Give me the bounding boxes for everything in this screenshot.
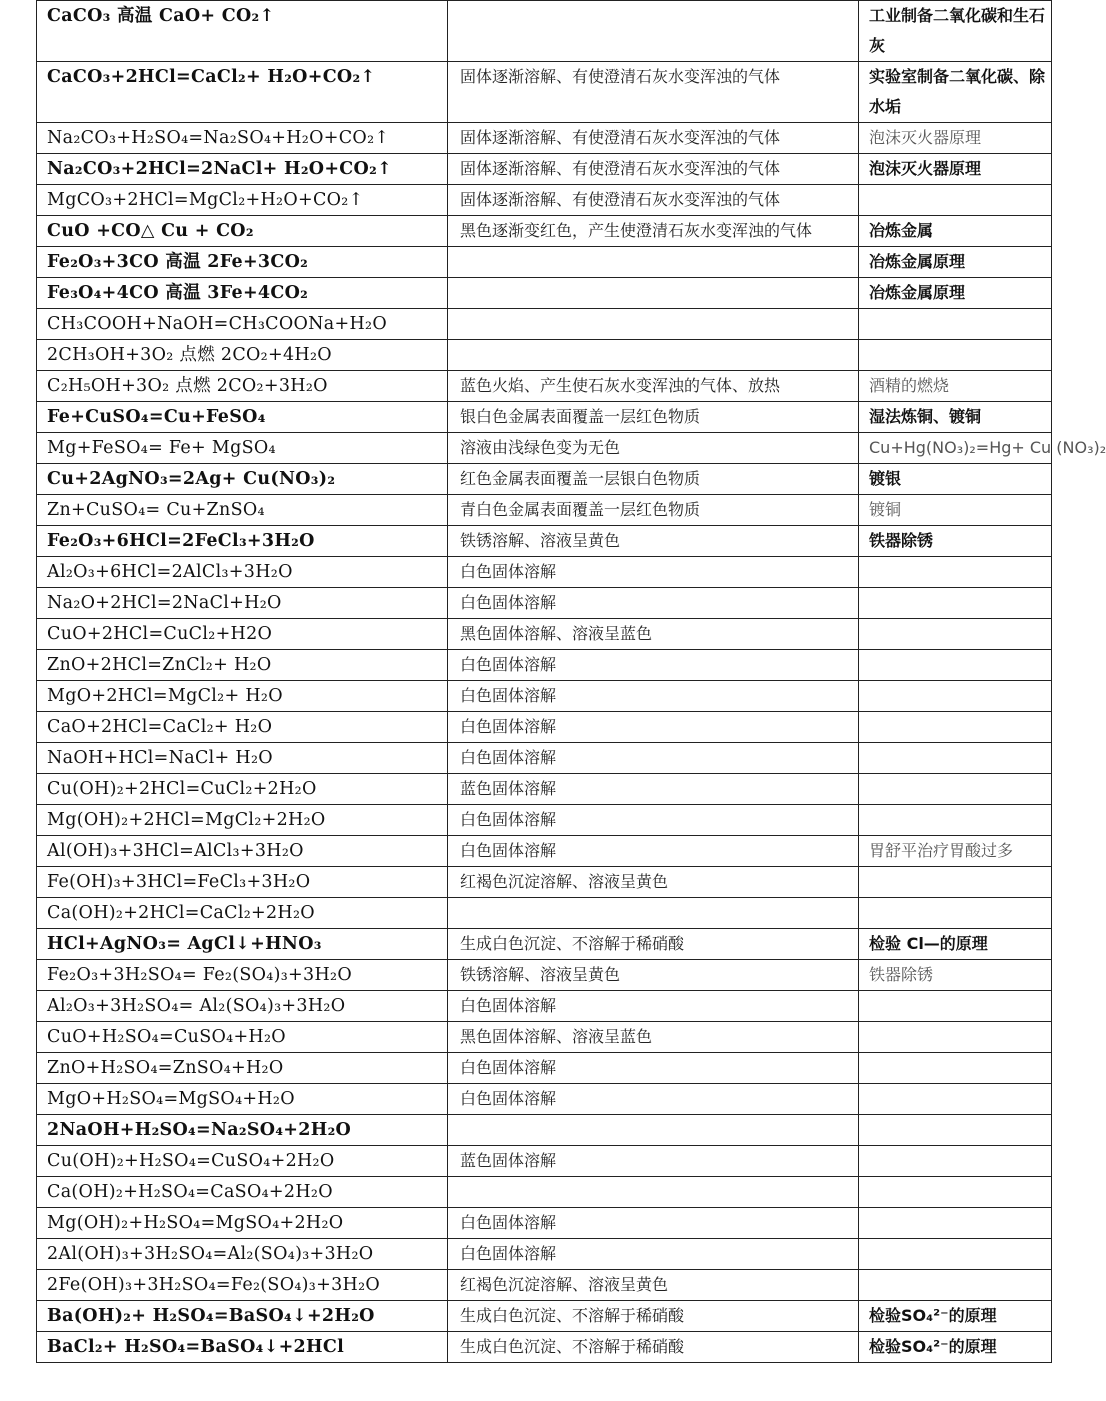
table-row (37, 681, 1052, 712)
equation-cell: 2Al(OH)₃+3H₂SO₄=Al₂(SO₄)₃+3H₂O (37, 1239, 448, 1270)
equation-cell: MgO+H₂SO₄=MgSO₄+H₂O (37, 1084, 448, 1115)
table-row (37, 1239, 1052, 1270)
table-row (37, 929, 1052, 960)
table-row (37, 216, 1052, 247)
table-row (37, 588, 1052, 619)
table-row (37, 340, 1052, 371)
phenomenon-cell (448, 898, 859, 929)
equation-cell: ZnO+2HCl=ZnCl₂+ H₂O (37, 650, 448, 681)
table-row (37, 743, 1052, 774)
table-row (37, 402, 1052, 433)
table-row (37, 1177, 1052, 1208)
table-row (37, 154, 1052, 185)
application-cell (859, 1022, 1052, 1053)
table-row (37, 1301, 1052, 1332)
table-row (37, 960, 1052, 991)
equation-cell: Na₂CO₃+2HCl=2NaCl+ H₂O+CO₂↑ (37, 154, 448, 185)
phenomenon-cell: 黑色固体溶解、溶液呈蓝色 (448, 1022, 859, 1053)
phenomenon-cell: 固体逐渐溶解、有使澄清石灰水变浑浊的气体 (448, 123, 859, 154)
application-cell (859, 712, 1052, 743)
application-cell (859, 185, 1052, 216)
phenomenon-cell: 白色固体溶解 (448, 805, 859, 836)
table-row (37, 898, 1052, 929)
equation-cell: Mg+FeSO₄= Fe+ MgSO₄ (37, 433, 448, 464)
phenomenon-cell: 溶液由浅绿色变为无色 (448, 433, 859, 464)
application-cell (859, 1208, 1052, 1239)
phenomenon-cell: 蓝色固体溶解 (448, 774, 859, 805)
application-cell: 湿法炼铜、镀铜 (859, 402, 1052, 433)
phenomenon-cell: 白色固体溶解 (448, 1084, 859, 1115)
table-row (37, 1115, 1052, 1146)
application-cell: 冶炼金属 (859, 216, 1052, 247)
application-cell (859, 309, 1052, 340)
equation-cell: Al₂O₃+3H₂SO₄= Al₂(SO₄)₃+3H₂O (37, 991, 448, 1022)
application-cell: 铁器除锈 (859, 960, 1052, 991)
phenomenon-cell: 生成白色沉淀、不溶解于稀硝酸 (448, 929, 859, 960)
application-cell (859, 867, 1052, 898)
reaction-table-body (37, 1, 1106, 1363)
phenomenon-cell: 青白色金属表面覆盖一层红色物质 (448, 495, 859, 526)
table-row (37, 836, 1052, 867)
phenomenon-cell: 白色固体溶解 (448, 681, 859, 712)
equation-cell: Zn+CuSO₄= Cu+ZnSO₄ (37, 495, 448, 526)
application-cell: 酒精的燃烧 (859, 371, 1052, 402)
phenomenon-cell: 白色固体溶解 (448, 836, 859, 867)
application-cell (859, 805, 1052, 836)
equation-cell: MgCO₃+2HCl=MgCl₂+H₂O+CO₂↑ (37, 185, 448, 216)
equation-cell: C₂H₅OH+3O₂ 点燃 2CO₂+3H₂O (37, 371, 448, 402)
phenomenon-cell: 蓝色固体溶解 (448, 1146, 859, 1177)
equation-cell: 2Fe(OH)₃+3H₂SO₄=Fe₂(SO₄)₃+3H₂O (37, 1270, 448, 1301)
application-cell: 镀银 (859, 464, 1052, 495)
equation-cell: Mg(OH)₂+2HCl=MgCl₂+2H₂O (37, 805, 448, 836)
phenomenon-cell (448, 340, 859, 371)
table-row (37, 1332, 1052, 1363)
equation-cell: HCl+AgNO₃= AgCl↓+HNO₃ (37, 929, 448, 960)
equation-cell: Ca(OH)₂+H₂SO₄=CaSO₄+2H₂O (37, 1177, 448, 1208)
phenomenon-cell: 红色金属表面覆盖一层银白色物质 (448, 464, 859, 495)
phenomenon-cell: 铁锈溶解、溶液呈黄色 (448, 526, 859, 557)
equation-cell: Fe₂O₃+6HCl=2FeCl₃+3H₂O (37, 526, 448, 557)
phenomenon-cell: 黑色固体溶解、溶液呈蓝色 (448, 619, 859, 650)
equation-cell: Ba(OH)₂+ H₂SO₄=BaSO₄↓+2H₂O (37, 1301, 448, 1332)
phenomenon-cell: 白色固体溶解 (448, 557, 859, 588)
phenomenon-cell: 银白色金属表面覆盖一层红色物质 (448, 402, 859, 433)
application-cell (859, 1053, 1052, 1084)
equation-cell: Fe(OH)₃+3HCl=FeCl₃+3H₂O (37, 867, 448, 898)
phenomenon-cell: 白色固体溶解 (448, 1208, 859, 1239)
application-cell (859, 1239, 1052, 1270)
phenomenon-cell: 固体逐渐溶解、有使澄清石灰水变浑浊的气体 (448, 62, 859, 123)
table-row (37, 495, 1052, 526)
phenomenon-cell: 生成白色沉淀、不溶解于稀硝酸 (448, 1332, 859, 1363)
equation-cell: CaCO₃+2HCl=CaCl₂+ H₂O+CO₂↑ (37, 62, 448, 123)
phenomenon-cell: 红褐色沉淀溶解、溶液呈黄色 (448, 1270, 859, 1301)
phenomenon-cell: 固体逐渐溶解、有使澄清石灰水变浑浊的气体 (448, 185, 859, 216)
application-cell: 检验 Cl—的原理 (859, 929, 1052, 960)
phenomenon-cell (448, 309, 859, 340)
application-cell: 实验室制备二氧化碳、除水垢 (859, 62, 1052, 123)
table-row (37, 526, 1052, 557)
table-row (37, 1270, 1052, 1301)
equation-cell: Fe₂O₃+3H₂SO₄= Fe₂(SO₄)₃+3H₂O (37, 960, 448, 991)
table-row (37, 557, 1052, 588)
equation-cell: NaOH+HCl=NaCl+ H₂O (37, 743, 448, 774)
phenomenon-cell (448, 278, 859, 309)
application-cell (859, 1177, 1052, 1208)
application-cell: 泡沫灭火器原理 (859, 123, 1052, 154)
table-row (37, 433, 1052, 464)
application-cell: 泡沫灭火器原理 (859, 154, 1052, 185)
application-cell (859, 619, 1052, 650)
application-cell (859, 650, 1052, 681)
table-row (37, 123, 1052, 154)
table-row (37, 774, 1052, 805)
application-cell (859, 991, 1052, 1022)
equation-cell: CuO +CO△ Cu + CO₂ (37, 216, 448, 247)
phenomenon-cell: 黑色逐渐变红色，产生使澄清石灰水变浑浊的气体 (448, 216, 859, 247)
application-cell (859, 1270, 1052, 1301)
table-row (37, 1208, 1052, 1239)
application-cell (859, 1115, 1052, 1146)
table-row (37, 619, 1052, 650)
phenomenon-cell: 白色固体溶解 (448, 712, 859, 743)
equation-cell: Al₂O₃+6HCl=2AlCl₃+3H₂O (37, 557, 448, 588)
equation-cell: CH₃COOH+NaOH=CH₃COONa+H₂O (37, 309, 448, 340)
application-cell (859, 557, 1052, 588)
table-row (37, 1022, 1052, 1053)
phenomenon-cell: 白色固体溶解 (448, 1053, 859, 1084)
table-row (37, 650, 1052, 681)
table-row (37, 1053, 1052, 1084)
application-cell: 工业制备二氧化碳和生石灰 (859, 1, 1052, 62)
table-row (37, 62, 1052, 123)
table-row (37, 464, 1052, 495)
application-cell: 检验SO₄²⁻的原理 (859, 1332, 1052, 1363)
equation-cell: Fe+CuSO₄=Cu+FeSO₄ (37, 402, 448, 433)
table-row (37, 247, 1052, 278)
table-row (37, 185, 1052, 216)
application-cell (859, 898, 1052, 929)
application-cell (859, 1146, 1052, 1177)
application-cell: 胃舒平治疗胃酸过多 (859, 836, 1052, 867)
phenomenon-cell (448, 1115, 859, 1146)
phenomenon-cell: 白色固体溶解 (448, 991, 859, 1022)
table-row (37, 1146, 1052, 1177)
phenomenon-cell: 白色固体溶解 (448, 650, 859, 681)
equation-cell: BaCl₂+ H₂SO₄=BaSO₄↓+2HCl (37, 1332, 448, 1363)
equation-cell: CaCO₃ 高温 CaO+ CO₂↑ (37, 1, 448, 62)
equation-cell: Fe₃O₄+4CO 高温 3Fe+4CO₂ (37, 278, 448, 309)
table-row (37, 309, 1052, 340)
application-cell: Cu+Hg(NO₃)₂=Hg+ Cu (NO₃)₂ (859, 433, 1052, 464)
table-row (37, 991, 1052, 1022)
phenomenon-cell: 固体逐渐溶解、有使澄清石灰水变浑浊的气体 (448, 154, 859, 185)
table-row (37, 712, 1052, 743)
reaction-table-sheet (36, 0, 1106, 1363)
phenomenon-cell: 红褐色沉淀溶解、溶液呈黄色 (448, 867, 859, 898)
equation-cell: 2NaOH+H₂SO₄=Na₂SO₄+2H₂O (37, 1115, 448, 1146)
equation-cell: MgO+2HCl=MgCl₂+ H₂O (37, 681, 448, 712)
application-cell (859, 340, 1052, 371)
equation-cell: Cu(OH)₂+2HCl=CuCl₂+2H₂O (37, 774, 448, 805)
table-row (37, 867, 1052, 898)
application-cell: 冶炼金属原理 (859, 278, 1052, 309)
table-row (37, 805, 1052, 836)
equation-cell: Cu+2AgNO₃=2Ag+ Cu(NO₃)₂ (37, 464, 448, 495)
application-cell: 铁器除锈 (859, 526, 1052, 557)
application-cell (859, 743, 1052, 774)
table-row (37, 278, 1052, 309)
equation-cell: ZnO+H₂SO₄=ZnSO₄+H₂O (37, 1053, 448, 1084)
phenomenon-cell: 蓝色火焰、产生使石灰水变浑浊的气体、放热 (448, 371, 859, 402)
equation-cell: Fe₂O₃+3CO 高温 2Fe+3CO₂ (37, 247, 448, 278)
application-cell: 镀铜 (859, 495, 1052, 526)
equation-cell: Ca(OH)₂+2HCl=CaCl₂+2H₂O (37, 898, 448, 929)
phenomenon-cell (448, 1, 859, 62)
equation-cell: Na₂CO₃+H₂SO₄=Na₂SO₄+H₂O+CO₂↑ (37, 123, 448, 154)
equation-cell: CaO+2HCl=CaCl₂+ H₂O (37, 712, 448, 743)
application-cell (859, 681, 1052, 712)
application-cell (859, 1084, 1052, 1115)
equation-cell: CuO+H₂SO₄=CuSO₄+H₂O (37, 1022, 448, 1053)
equation-cell: CuO+2HCl=CuCl₂+H2O (37, 619, 448, 650)
phenomenon-cell: 铁锈溶解、溶液呈黄色 (448, 960, 859, 991)
phenomenon-cell: 白色固体溶解 (448, 1239, 859, 1270)
table-row (37, 1, 1052, 62)
reaction-table (36, 0, 1106, 1363)
phenomenon-cell: 白色固体溶解 (448, 588, 859, 619)
table-row (37, 1084, 1052, 1115)
phenomenon-cell (448, 1177, 859, 1208)
application-cell (859, 774, 1052, 805)
phenomenon-cell: 生成白色沉淀、不溶解于稀硝酸 (448, 1301, 859, 1332)
phenomenon-cell: 白色固体溶解 (448, 743, 859, 774)
equation-cell: 2CH₃OH+3O₂ 点燃 2CO₂+4H₂O (37, 340, 448, 371)
equation-cell: Al(OH)₃+3HCl=AlCl₃+3H₂O (37, 836, 448, 867)
table-row (37, 371, 1052, 402)
application-cell (859, 588, 1052, 619)
equation-cell: Cu(OH)₂+H₂SO₄=CuSO₄+2H₂O (37, 1146, 448, 1177)
phenomenon-cell (448, 247, 859, 278)
equation-cell: Na₂O+2HCl=2NaCl+H₂O (37, 588, 448, 619)
equation-cell: Mg(OH)₂+H₂SO₄=MgSO₄+2H₂O (37, 1208, 448, 1239)
application-cell: 冶炼金属原理 (859, 247, 1052, 278)
application-cell: 检验SO₄²⁻的原理 (859, 1301, 1052, 1332)
